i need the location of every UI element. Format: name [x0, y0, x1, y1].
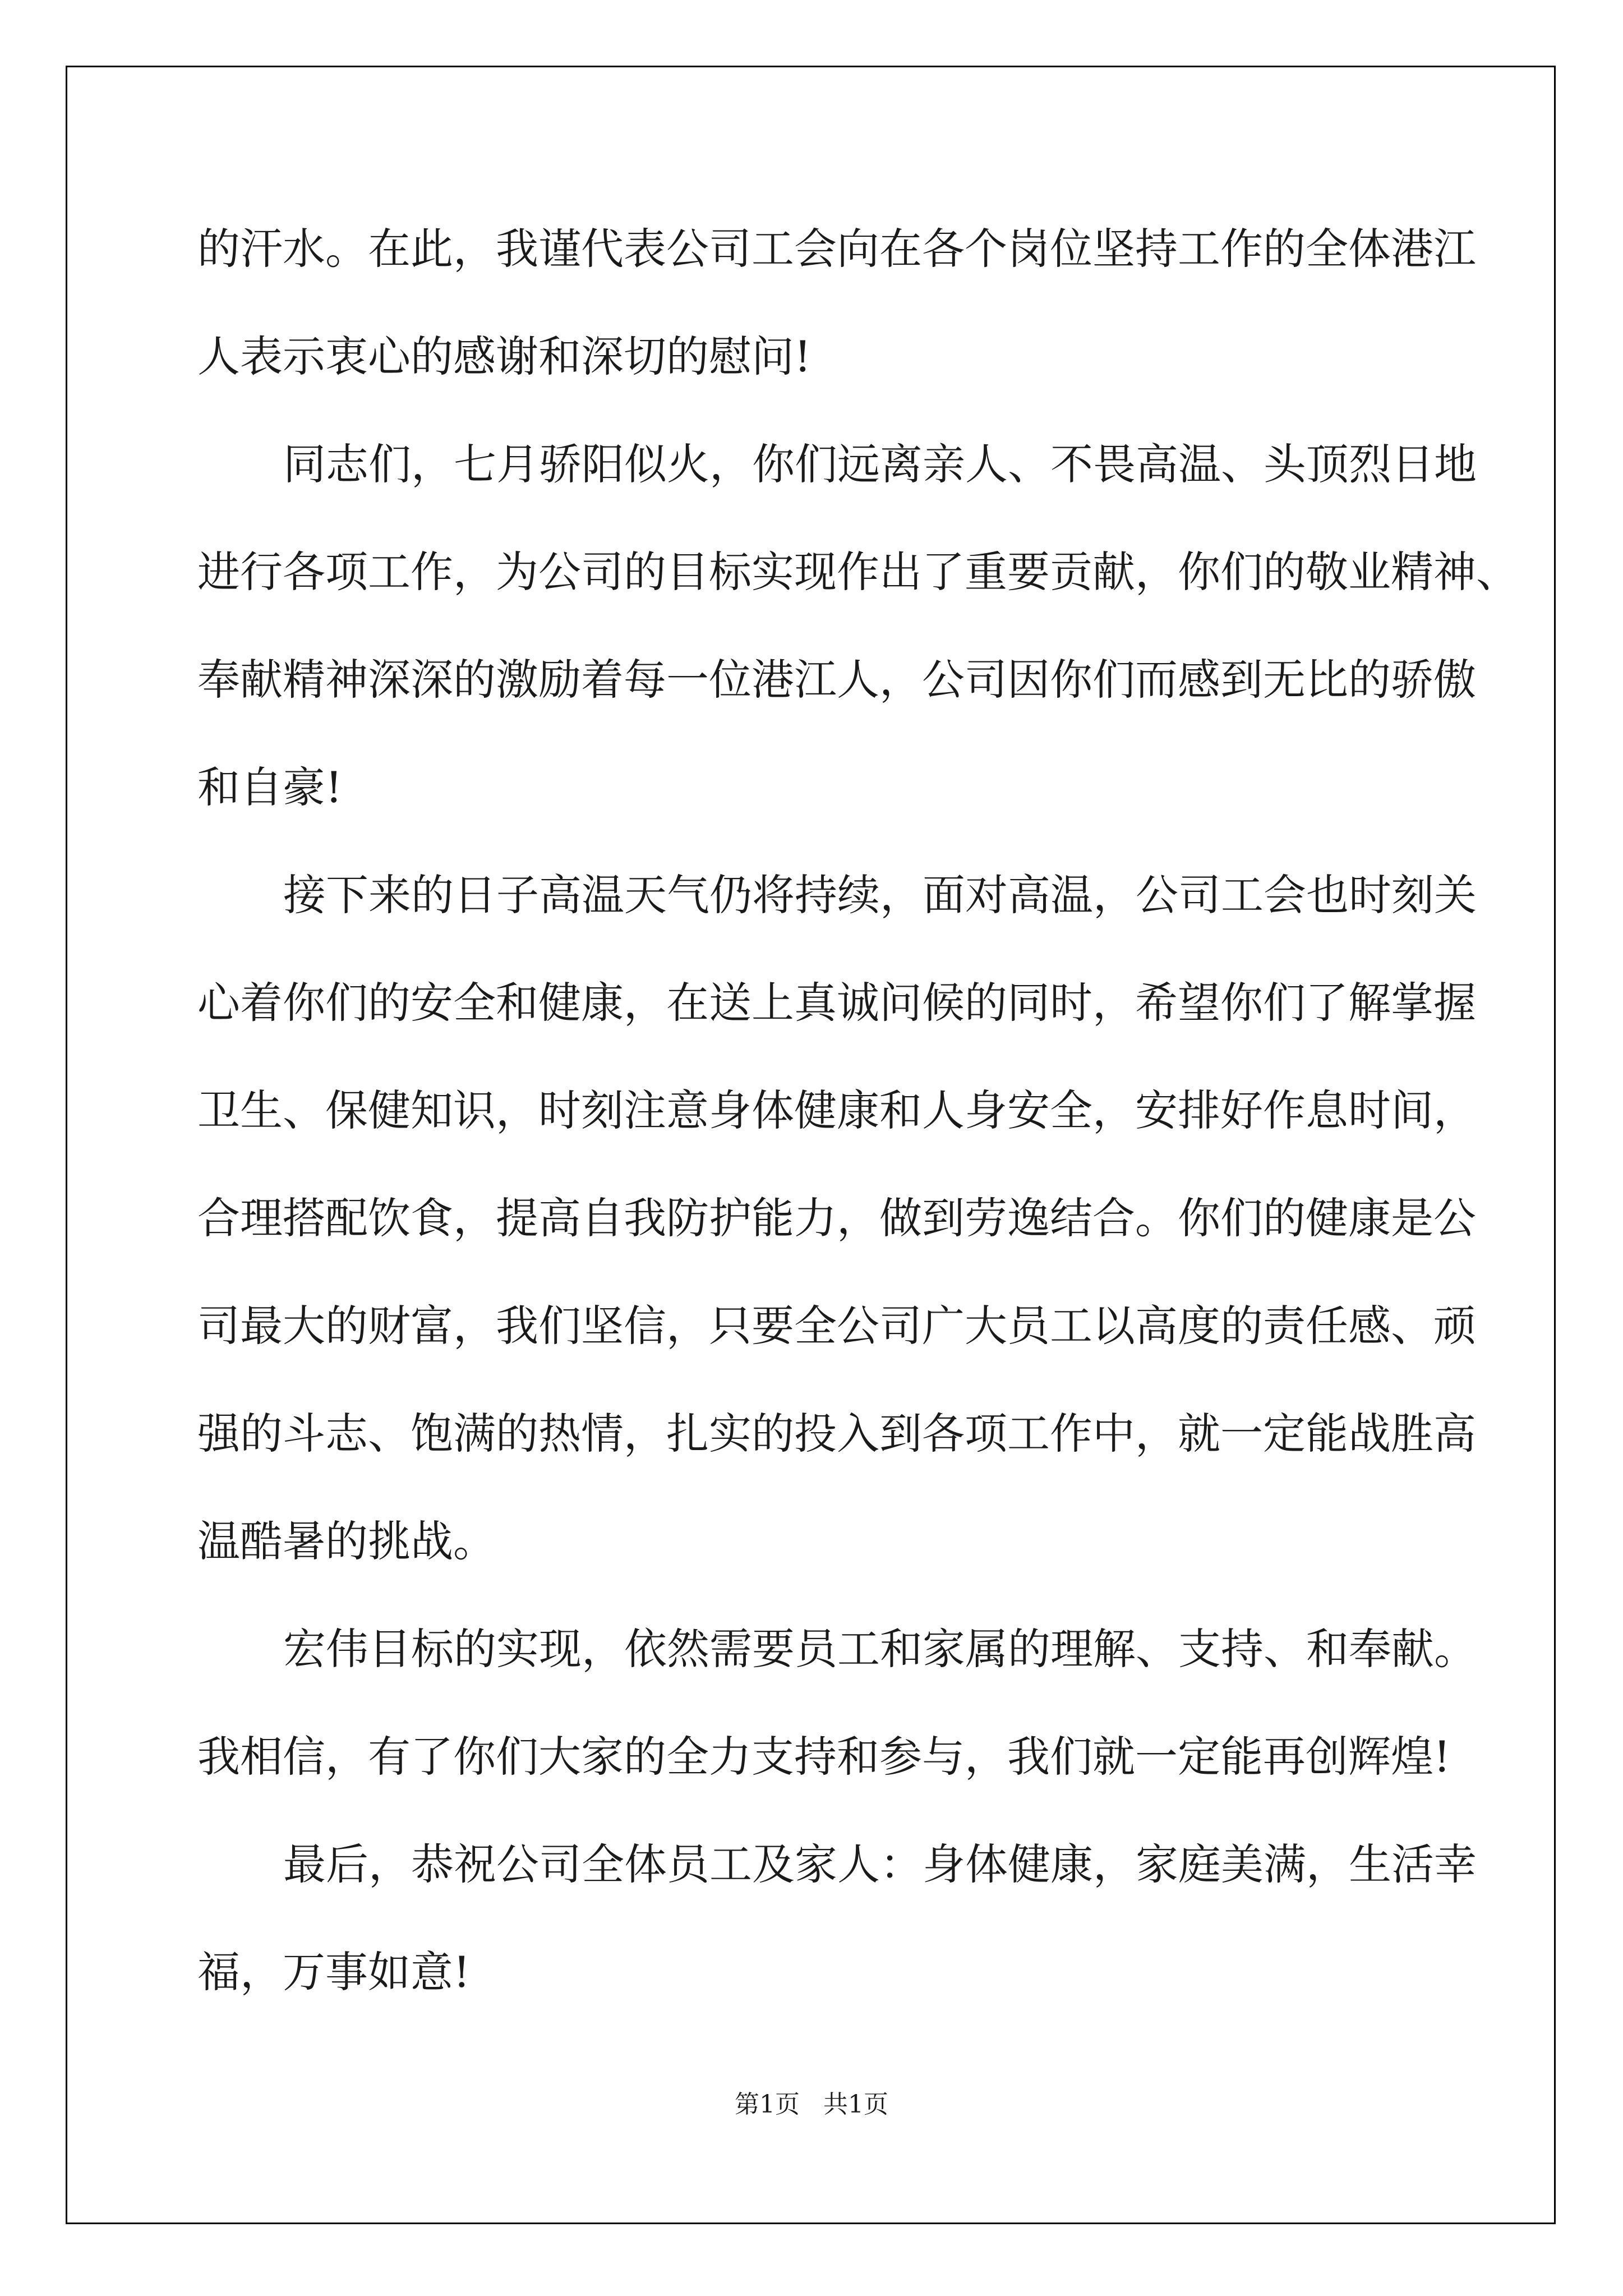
body-text-line: 司最大的财富，我们坚信，只要全公司广大员工以高度的责任感、顽	[197, 1301, 1476, 1351]
body-text-line: 强的斗志、饱满的热情，扎实的投入到各项工作中，就一定能战胜高	[197, 1409, 1476, 1458]
body-text-line: 人表示衷心的感谢和深切的慰问!	[197, 332, 811, 381]
body-text-line: 心着你们的安全和健康，在送上真诚问候的同时，希望你们了解掌握	[197, 978, 1476, 1028]
body-text-line: 福，万事如意!	[197, 1947, 471, 1997]
paragraph-first-line: 接下来的日子高温天气仍将持续，面对高温，公司工会也时刻关	[283, 870, 1477, 920]
paragraph-first-line: 同志们，七月骄阳似火，你们远离亲人、不畏高温、头顶烈日地	[283, 439, 1477, 489]
body-text-line: 的汗水。在此，我谨代表公司工会向在各个岗位坚持工作的全体港江	[197, 224, 1476, 274]
page-border	[66, 66, 1556, 2224]
body-text-line: 我相信，有了你们大家的全力支持和参与，我们就一定能再创辉煌!	[197, 1732, 1451, 1782]
body-text-line: 温酷暑的挑战。	[197, 1516, 496, 1566]
paragraph-first-line: 宏伟目标的实现，依然需要员工和家属的理解、支持、和奉献。	[283, 1624, 1477, 1674]
body-text-line: 奉献精神深深的激励着每一位港江人，公司因你们而感到无比的骄傲	[197, 655, 1476, 705]
body-text-line: 进行各项工作，为公司的目标实现作出了重要贡献，你们的敬业精神、	[197, 547, 1519, 597]
page-number-footer: 第1页 共1页	[735, 2090, 888, 2119]
paragraph-first-line: 最后，恭祝公司全体员工及家人：身体健康，家庭美满，生活幸	[283, 1839, 1477, 1889]
body-text-line: 和自豪!	[197, 762, 343, 812]
body-text-line: 卫生、保健知识，时刻注意身体健康和人身安全，安排好作息时间，	[197, 1085, 1476, 1135]
body-text-line: 合理搭配饮食，提高自我防护能力，做到劳逸结合。你们的健康是公	[197, 1193, 1476, 1243]
